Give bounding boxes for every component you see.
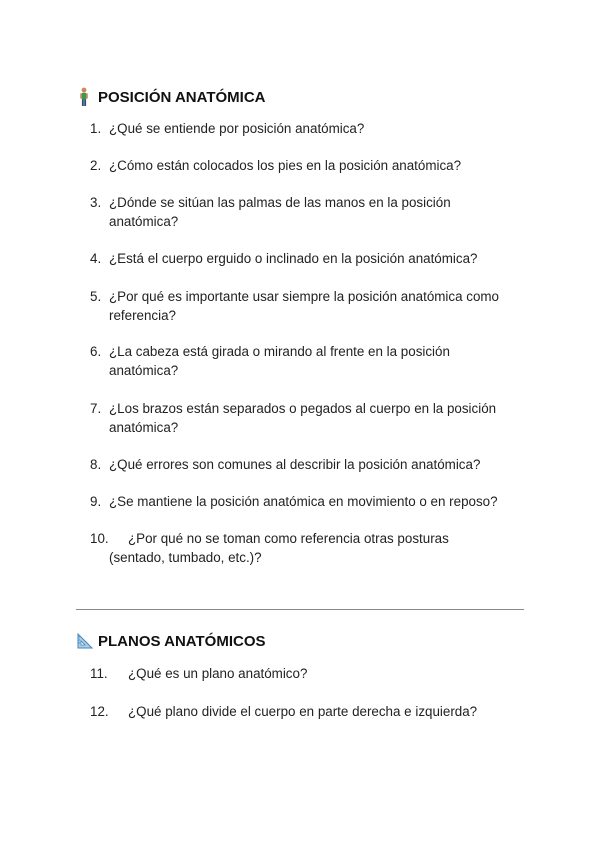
list-item: 10. ¿Por qué no se toman como referencia otras posturas (sentado, tumbado, etc.)? xyxy=(90,531,449,565)
section-title-planos xyxy=(76,631,266,651)
list-item: 5. ¿Por qué es importante usar siempre la posición anatómica como referencia? xyxy=(90,289,500,323)
section-divider xyxy=(76,609,524,610)
list-item: 12. ¿Qué plano divide el cuerpo en parte derecha e izquierda? xyxy=(90,704,478,719)
list-item: 7. ¿Los brazos están separados o pegados al cuerpo en la posición anatómica? xyxy=(90,401,497,435)
list-item: 4. ¿Está el cuerpo erguido o inclinado en la posición anatómica? xyxy=(90,251,478,266)
section-title-posicion xyxy=(76,87,266,107)
section-title-text: POSICIÓN ANATÓMICA xyxy=(98,88,266,106)
list-item: 9. ¿Se mantiene la posición anatómica en movimiento o en reposo? xyxy=(90,494,498,509)
triangle-ruler-icon xyxy=(76,631,94,651)
list-item: 3. ¿Dónde se sitúan las palmas de las manos en la posición anatómica? xyxy=(90,195,451,229)
section-title-text: PLANOS ANATÓMICOS xyxy=(98,632,266,650)
list-item: 8. ¿Qué errores son comunes al describir la posición anatómica? xyxy=(90,457,481,472)
standing-person-icon xyxy=(76,87,94,107)
list-item: 1. ¿Qué se entiende por posición anatómica? xyxy=(90,121,365,136)
list-item: 11. ¿Qué es un plano anatómico? xyxy=(90,666,308,681)
list-item: 2. ¿Cómo están colocados los pies en la posición anatómica? xyxy=(90,158,462,173)
list-item: 6. ¿La cabeza está girada o mirando al frente en la posición anatómica? xyxy=(90,344,450,378)
